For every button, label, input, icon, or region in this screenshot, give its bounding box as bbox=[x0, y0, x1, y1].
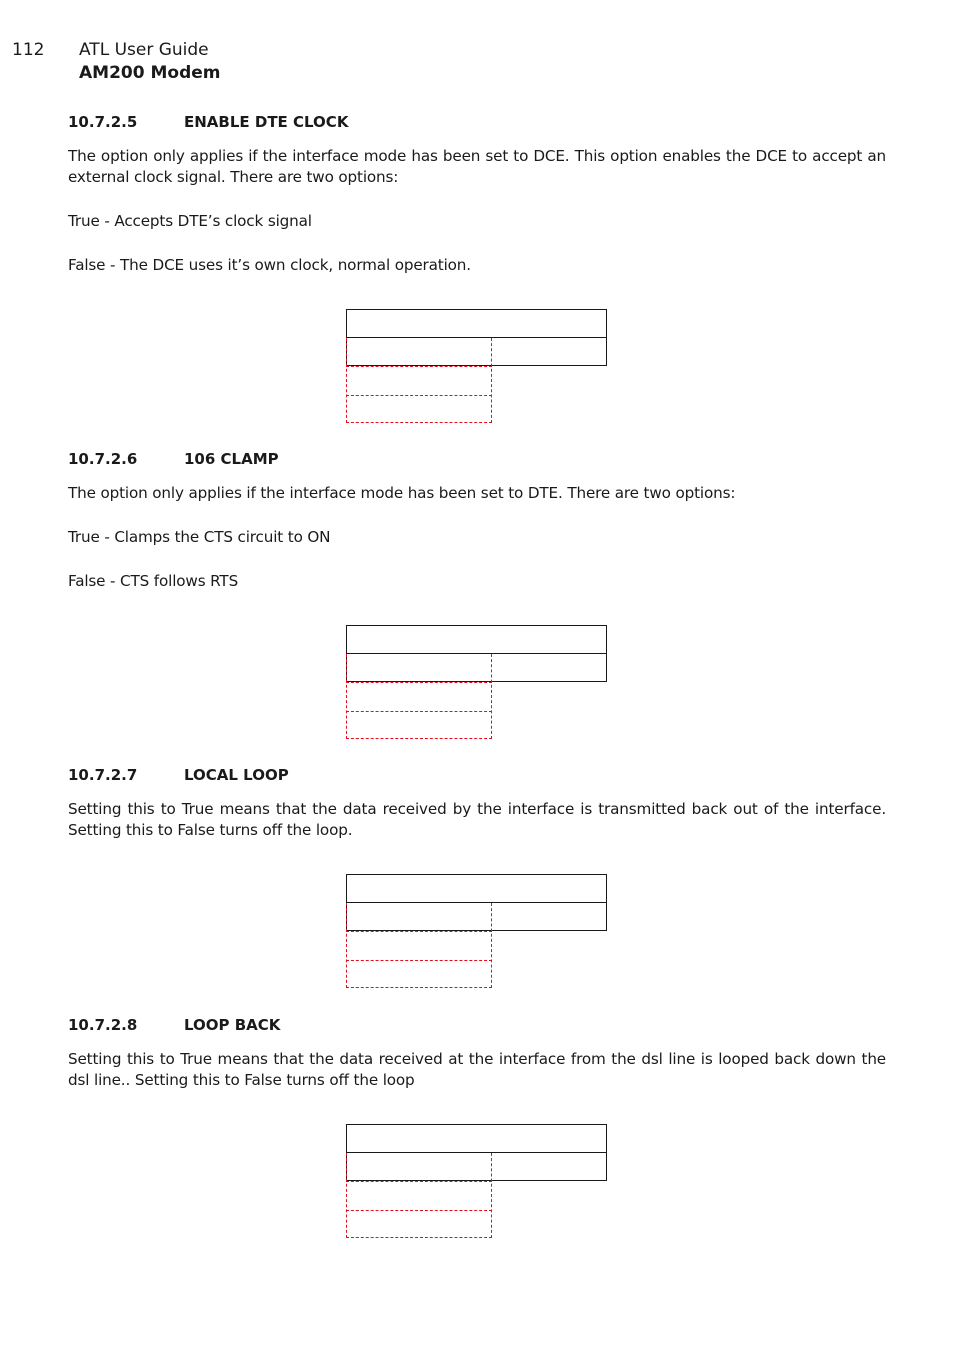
dashed-option-list bbox=[346, 338, 492, 423]
dashed-option-separator bbox=[346, 1210, 492, 1211]
section-title: 106 CLAMP bbox=[184, 450, 279, 468]
dashed-option-separator bbox=[346, 711, 492, 712]
section-body: Setting this to True means that the data received at the interface from the dsl line is looped back down the dsl line.. Setting this to False turns off the loop bbox=[68, 1050, 886, 1089]
dashed-option-separator bbox=[346, 960, 492, 961]
option-line: False - The DCE uses it’s own clock, normal operation. bbox=[68, 256, 471, 274]
dashed-option-separator bbox=[346, 682, 492, 683]
section-body: The option only applies if the interface mode has been set to DCE. This option enables the DCE to accept an external clock signal. There are two options: bbox=[68, 147, 886, 186]
option-line: False - CTS follows RTS bbox=[68, 572, 239, 590]
section-title: LOCAL LOOP bbox=[184, 766, 289, 784]
dropdown-diagram bbox=[346, 625, 607, 741]
option-line: True - Clamps the CTS circuit to ON bbox=[68, 528, 331, 546]
section-body: Setting this to True means that the data received by the interface is transmitted back out of the interface. Setting this to False turns off the loop. bbox=[68, 800, 886, 839]
dashed-option-separator bbox=[346, 931, 492, 932]
section-number: 10.7.2.6 bbox=[68, 450, 138, 468]
option-line: True - Accepts DTE’s clock signal bbox=[68, 212, 312, 230]
product-title: AM200 Modem bbox=[79, 63, 221, 83]
section-body: The option only applies if the interface mode has been set to DTE. There are two options: bbox=[68, 484, 736, 502]
section-number: 10.7.2.7 bbox=[68, 766, 138, 784]
dashed-option-separator bbox=[346, 1181, 492, 1182]
page-number: 112 bbox=[12, 40, 45, 60]
section-title: LOOP BACK bbox=[184, 1016, 281, 1034]
dashed-option-list bbox=[346, 654, 492, 739]
section-number: 10.7.2.8 bbox=[68, 1016, 138, 1034]
dashed-option-separator bbox=[346, 366, 492, 367]
dropdown-diagram bbox=[346, 309, 607, 425]
guide-title: ATL User Guide bbox=[79, 40, 209, 60]
dashed-option-list bbox=[346, 1153, 492, 1238]
section-title: ENABLE DTE CLOCK bbox=[184, 113, 349, 131]
dropdown-diagram bbox=[346, 1124, 607, 1240]
dashed-option-separator bbox=[346, 395, 492, 396]
dashed-option-list bbox=[346, 903, 492, 988]
section-number: 10.7.2.5 bbox=[68, 113, 138, 131]
dropdown-diagram bbox=[346, 874, 607, 990]
